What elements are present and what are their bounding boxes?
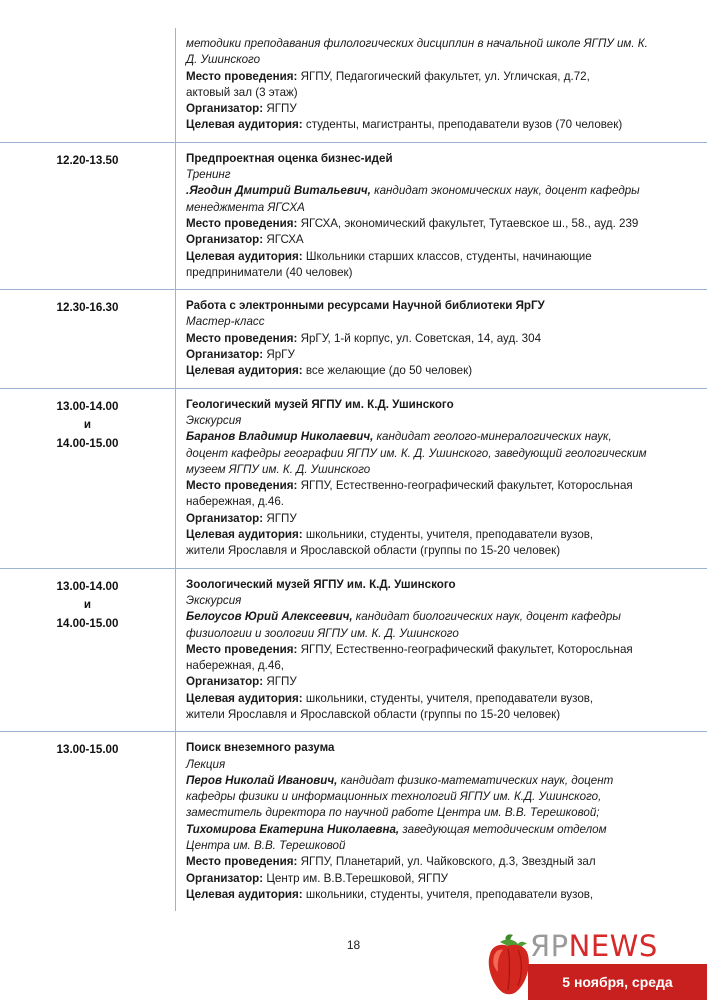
event-continuation: актовый зал (3 этаж) (186, 85, 298, 99)
field-label: Организатор: (186, 233, 264, 247)
field-label: Место проведения: (186, 642, 298, 656)
field-label: Место проведения: (186, 216, 298, 230)
time-cell (0, 389, 176, 568)
speaker-name: .Ягодин Дмитрий Витальевич, (186, 184, 371, 198)
field-label: Место проведения: (186, 479, 298, 493)
event-field (186, 331, 687, 347)
field-label: Место проведения: (186, 69, 298, 83)
time-cell (0, 28, 176, 142)
event-subline: заместитель директора по научной работе Центра им. В.В. Терешковой; (186, 806, 600, 820)
event-field (186, 642, 687, 658)
time-slot: и (83, 598, 92, 612)
field-value: ЯГПУ, Планетарий, ул. Чайковского, д.3, Звездный зал (297, 855, 596, 869)
time-cell (0, 290, 176, 387)
field-value: Центр им. В.В.Терешковой, ЯГПУ (263, 871, 449, 885)
event-details (176, 290, 707, 387)
field-value: ЯГПУ, Естественно-географический факультет, Которосльная (297, 642, 633, 656)
event-details (176, 569, 707, 732)
time-slot: 13.00-14.00 (56, 399, 119, 413)
event-title: Поиск внеземного разума (186, 741, 335, 755)
event-field (186, 871, 687, 887)
field-value: ЯГСХА (263, 233, 304, 247)
field-label: Целевая аудитория: (186, 887, 303, 901)
field-value: все желающие (до 50 человек) (302, 364, 473, 378)
event-title: Зоологический музей ЯГПУ им. К.Д. Ушинского (186, 577, 456, 591)
time-slot: 13.00-15.00 (56, 743, 119, 757)
event-field (186, 69, 687, 85)
time-slot: 14.00-15.00 (56, 616, 119, 630)
time-slot: 12.20-13.50 (56, 153, 119, 167)
schedule-row (0, 388, 707, 568)
event-details (176, 389, 707, 568)
event-title: Предпроектная оценка бизнес-идей (186, 151, 393, 165)
event-field (186, 216, 687, 232)
schedule-row (0, 731, 707, 911)
brand-logo-part2: NEWS (568, 929, 658, 963)
event-field (186, 101, 687, 117)
event-field (186, 887, 687, 903)
time-slot: 13.00-14.00 (56, 579, 119, 593)
field-value: ЯрГУ (263, 348, 295, 362)
field-value: ЯГПУ (263, 102, 297, 116)
event-continuation: набережная, д.46, (186, 659, 285, 673)
event-continuation: набережная, д.46. (186, 495, 285, 509)
speaker-line (186, 609, 687, 625)
field-value: Школьники старших классов, студенты, начинающие (302, 249, 592, 263)
speaker-name: Белоусов Юрий Алексеевич, (186, 610, 353, 624)
field-value: ЯГПУ, Педагогический факультет, ул. Угличская, д.72, (297, 69, 590, 83)
field-value: ЯрГУ, 1-й корпус, ул. Советская, 14, ауд. 304 (297, 331, 542, 345)
event-field (186, 691, 687, 707)
field-value: школьники, студенты, учителя, преподаватели вузов, (302, 887, 594, 901)
event-subline: физиологии и зоологии ЯГПУ им. К. Д. Ушинского (186, 626, 459, 640)
time-cell (0, 143, 176, 289)
speaker-credentials: кандидат геолого-минералогических наук, (373, 430, 612, 444)
event-subline: Мастер-класс (186, 315, 265, 329)
speaker-credentials: кандидат физико-математических наук, доцент (337, 773, 614, 787)
schedule-row (0, 289, 707, 387)
event-field (186, 511, 687, 527)
brand-logo-part1: ЯР (530, 929, 569, 963)
field-label: Организатор: (186, 511, 264, 525)
speaker-credentials: заведующая методическим отделом (399, 822, 607, 836)
event-continuation: жители Ярославля и Ярославской области (группы по 15-20 человек) (186, 707, 561, 721)
event-field (186, 117, 687, 133)
field-label: Организатор: (186, 871, 264, 885)
event-title: Работа с электронными ресурсами Научной библиотеки ЯрГУ (186, 299, 545, 313)
event-title: Геологический музей ЯГПУ им. К.Д. Ушинского (186, 397, 454, 411)
speaker-credentials: кандидат биологических наук, доцент кафедры (352, 610, 621, 624)
event-subline: Экскурсия (186, 593, 242, 607)
field-label: Организатор: (186, 348, 264, 362)
event-continuation: жители Ярославля и Ярославской области (группы по 15-20 человек) (186, 544, 561, 558)
speaker-credentials: кандидат экономических наук, доцент кафедры (370, 184, 640, 198)
speaker-line (186, 429, 687, 445)
event-subline: Экскурсия (186, 413, 242, 427)
event-details (176, 143, 707, 289)
date-banner: 5 ноября, среда (528, 964, 707, 1000)
field-label: Организатор: (186, 102, 264, 116)
field-value: школьники, студенты, учителя, преподаватели вузов, (302, 691, 594, 705)
speaker-name: Тихомирова Екатерина Николаевна, (186, 822, 400, 836)
event-subline: кафедры физики и информационных технологий ЯГПУ им. К.Д. Ушинского, (186, 790, 602, 804)
event-subline: доцент кафедры географии ЯГПУ им. К. Д. Ушинского, заведующий геологическим (186, 446, 647, 460)
field-value: ЯГСХА, экономический факультет, Тутаевское ш., 58., ауд. 239 (297, 216, 639, 230)
field-value: ЯГПУ (263, 675, 297, 689)
speaker-line (186, 183, 687, 199)
time-slot: 14.00-15.00 (56, 436, 119, 450)
schedule-row (0, 142, 707, 289)
time-cell (0, 569, 176, 732)
event-subline: Центра им. В.В. Терешковой (186, 839, 346, 853)
event-details (176, 732, 707, 911)
event-field (186, 854, 687, 870)
brand-logo (530, 931, 658, 961)
field-label: Целевая аудитория: (186, 118, 303, 132)
event-subline: методики преподавания филологических дисциплин в начальной школе ЯГПУ им. К. (186, 37, 648, 50)
event-field (186, 527, 687, 543)
schedule-row (0, 568, 707, 732)
speaker-name: Перов Николай Иванович, (186, 773, 338, 787)
field-label: Место проведения: (186, 855, 298, 869)
event-field (186, 347, 687, 363)
event-field (186, 363, 687, 379)
speaker-name: Баранов Владимир Николаевич, (186, 430, 374, 444)
event-field (186, 478, 687, 494)
field-label: Целевая аудитория: (186, 691, 303, 705)
field-label: Целевая аудитория: (186, 364, 303, 378)
speaker-line (186, 822, 687, 838)
event-continuation: предприниматели (40 человек) (186, 265, 353, 279)
event-subline: Лекция (186, 757, 226, 771)
event-subline: музеем ЯГПУ им. К. Д. Ушинского (186, 462, 371, 476)
field-value: ЯГПУ (263, 511, 297, 525)
field-value: студенты, магистранты, преподаватели вузов (70 человек) (302, 118, 623, 132)
event-subline: Тренинг (186, 168, 231, 182)
event-details (176, 28, 707, 142)
schedule-table (0, 28, 707, 911)
field-label: Место проведения: (186, 331, 298, 345)
page-number: 18 (346, 938, 361, 952)
field-label: Целевая аудитория: (186, 249, 303, 263)
schedule-row (0, 28, 707, 142)
brand-block (472, 928, 707, 1000)
time-cell (0, 732, 176, 911)
event-field (186, 249, 687, 265)
speaker-line (186, 773, 687, 789)
field-value: школьники, студенты, учителя, преподаватели вузов, (302, 528, 594, 542)
field-label: Целевая аудитория: (186, 528, 303, 542)
event-field (186, 674, 687, 690)
event-subline: Д. Ушинского (186, 53, 261, 67)
field-value: ЯГПУ, Естественно-географический факультет, Которосльная (297, 479, 633, 493)
event-subline: менеджмента ЯГСХА (186, 200, 305, 214)
time-slot: и (83, 418, 92, 432)
field-label: Организатор: (186, 675, 264, 689)
time-slot: 12.30-16.30 (56, 301, 119, 315)
event-field (186, 232, 687, 248)
